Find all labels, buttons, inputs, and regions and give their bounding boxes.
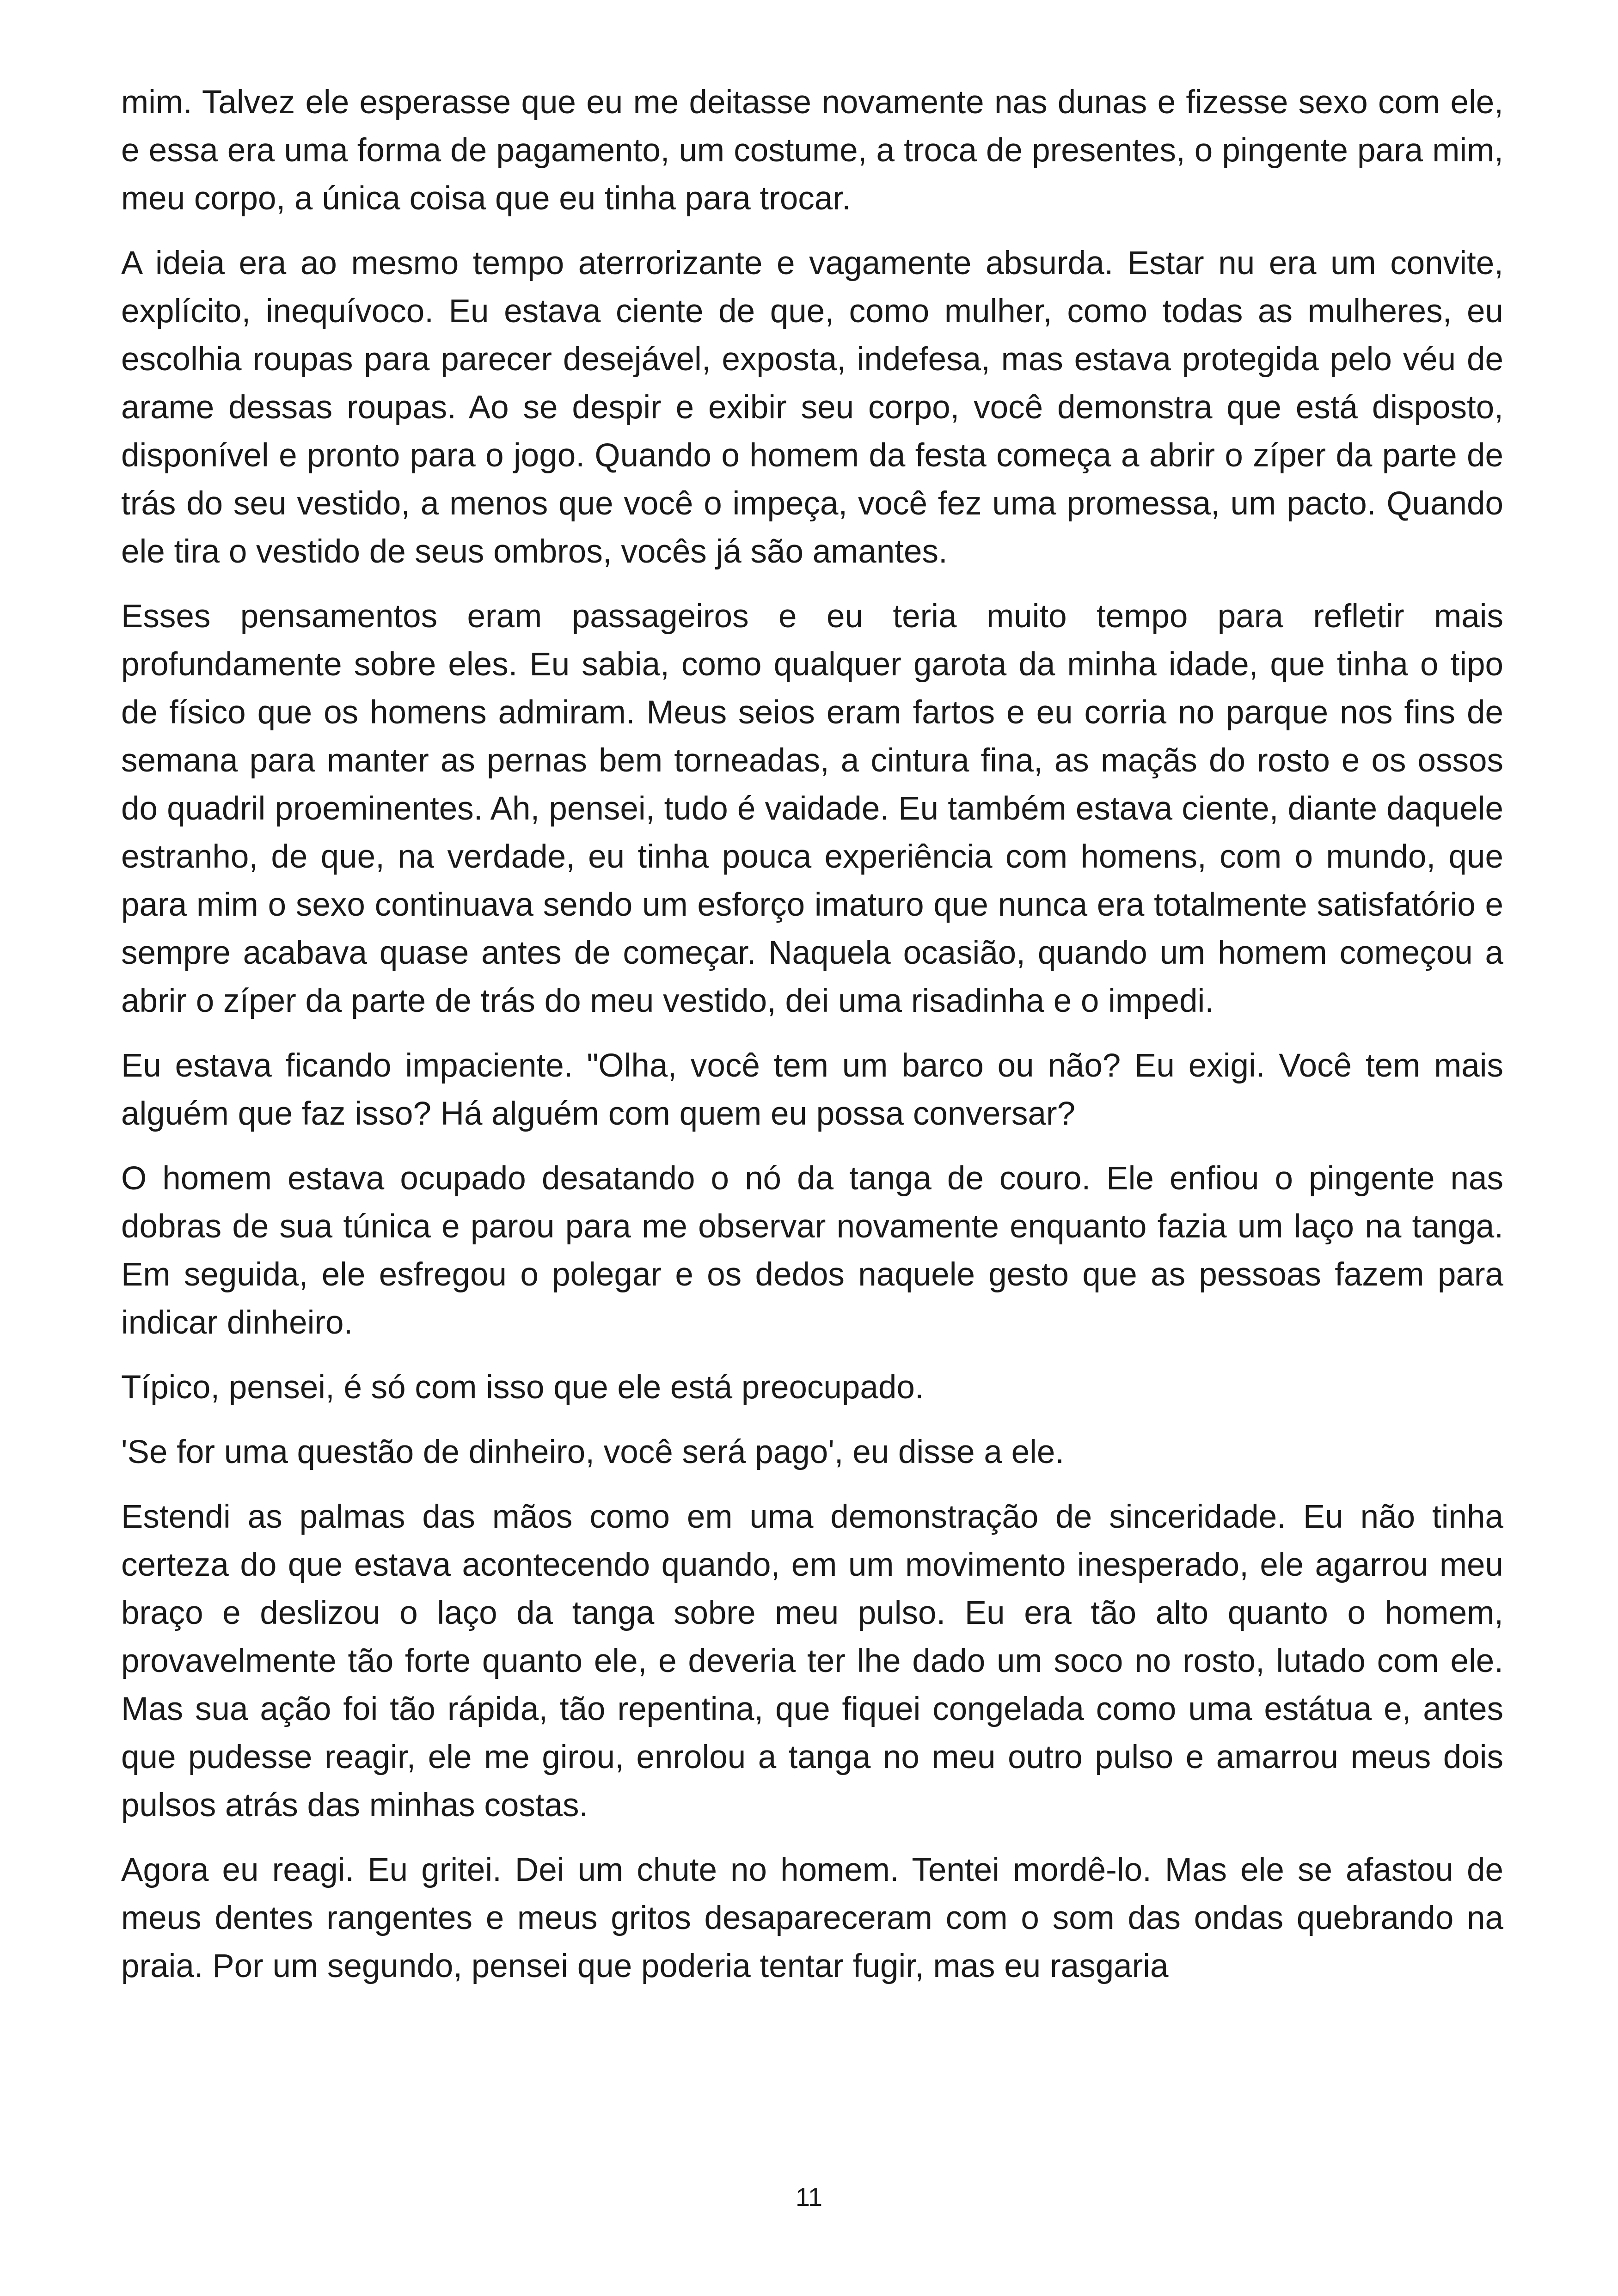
paragraph-5: O homem estava ocupado desatando o nó da tanga de couro. Ele enfiou o pingente nas dobras de sua túnica e parou para me observar novamente enquanto fazia um laço na tanga. Em seguida, ele esfregou o polegar e os dedos naquele gesto que as pessoas fazem para indicar dinheiro. bbox=[121, 1160, 1503, 1341]
paragraph-4: Eu estava ficando impaciente. "Olha, você tem um barco ou não? Eu exigi. Você tem mais alguém que faz isso? Há alguém com quem eu possa conversar? bbox=[121, 1047, 1503, 1132]
paragraph-3: Esses pensamentos eram passageiros e eu teria muito tempo para refletir mais profundamente sobre eles. Eu sabia, como qualquer garota da minha idade, que tinha o tipo de físico que os homens admiram. Meus seios eram fartos e eu corria no parque nos fins de semana para manter as pernas bem torneadas, a cintura fina, as maçãs do rosto e os ossos do quadril proeminentes. Ah, pensei, tudo é vaidade. Eu também estava ciente, diante daquele estranho, de que, na verdade, eu tinha pouca experiência com homens, com o mundo, que para mim o sexo continuava sendo um esforço imaturo que nunca era totalmente satisfatório e sempre acabava quase antes de começar. Naquela ocasião, quando um homem começou a abrir o zíper da parte de trás do meu vestido, dei uma risadinha e o impedi. bbox=[121, 598, 1503, 1019]
paragraph-6: Típico, pensei, é só com isso que ele está preocupado. bbox=[121, 1369, 924, 1406]
paragraph-1: mim. Talvez ele esperasse que eu me deitasse novamente nas dunas e fizesse sexo com ele, e essa era uma forma de pagamento, um costume, a troca de presentes, o pingente para mim, meu corpo, a única coisa que eu tinha para trocar. bbox=[121, 84, 1503, 217]
page-number: 11 bbox=[795, 2182, 823, 2211]
paragraph-2: A ideia era ao mesmo tempo aterrorizante e vagamente absurda. Estar nu era um convite, explícito, inequívoco. Eu estava ciente de que, como mulher, como todas as mulheres, eu escolhia roupas para parecer desejável, exposta, indefesa, mas estava protegida pelo véu de arame dessas roupas. Ao se despir e exibir seu corpo, você demonstra que está disposto, disponível e pronto para o jogo. Quando o homem da festa começa a abrir o zíper da parte de trás do seu vestido, a menos que você o impeça, você fez uma promessa, um pacto. Quando ele tira o vestido de seus ombros, vocês já são amantes. bbox=[121, 245, 1503, 570]
paragraph-8: Estendi as palmas das mãos como em uma demonstração de sinceridade. Eu não tinha certeza do que estava acontecendo quando, em um movimento inesperado, ele agarrou meu braço e deslizou o laço da tanga sobre meu pulso. Eu era tão alto quanto o homem, provavelmente tão forte quanto ele, e deveria ter lhe dado um soco no rosto, lutado com ele. Mas sua ação foi tão rápida, tão repentina, que fiquei congelada como uma estátua e, antes que pudesse reagir, ele me girou, enrolou a tanga no meu outro pulso e amarrou meus dois pulsos atrás das minhas costas. bbox=[121, 1499, 1503, 1824]
page-body bbox=[121, 79, 1503, 2007]
paragraph-7: 'Se for uma questão de dinheiro, você será pago', eu disse a ele. bbox=[121, 1434, 1065, 1470]
paragraph-9: Agora eu reagi. Eu gritei. Dei um chute no homem. Tentei mordê-lo. Mas ele se afastou de meus dentes rangentes e meus gritos desapareceram com o som das ondas quebrando na praia. Por um segundo, pensei que poderia tentar fugir, mas eu rasgaria bbox=[121, 1852, 1503, 1984]
